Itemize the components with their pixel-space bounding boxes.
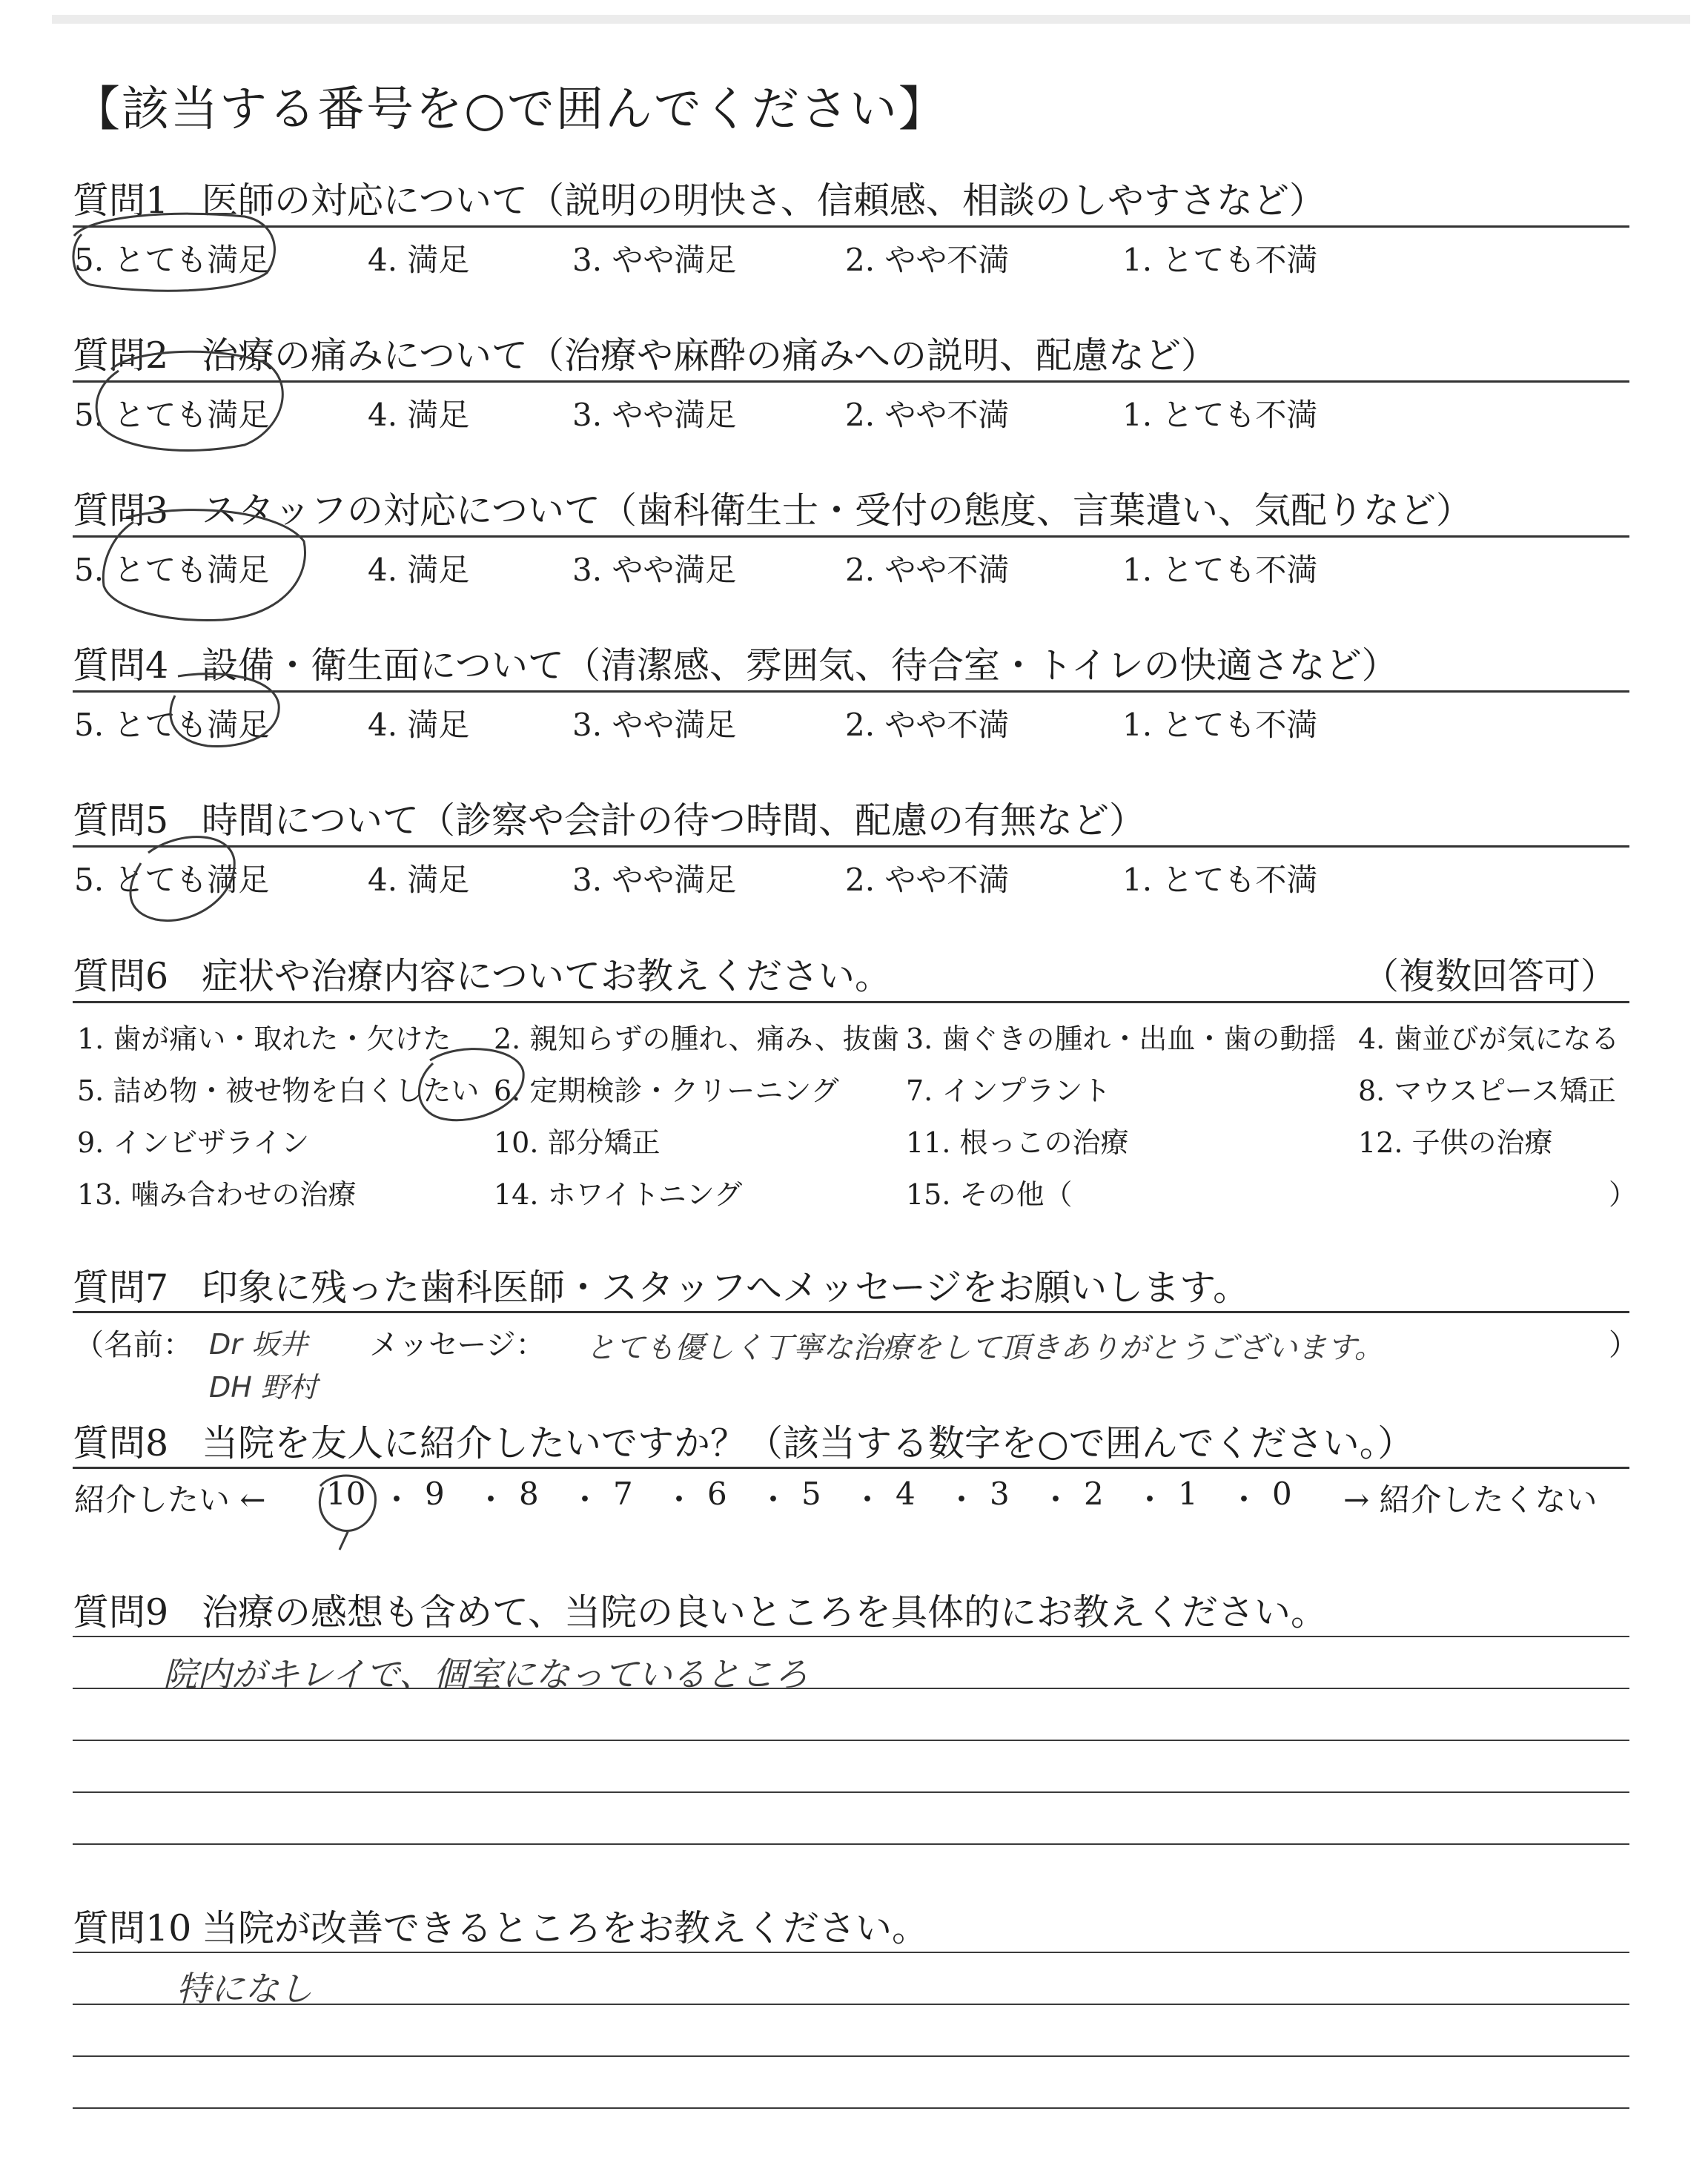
- q8-scale-2[interactable]: 2: [1084, 1476, 1104, 1512]
- q1-option-5[interactable]: 5. とても満足: [74, 242, 270, 278]
- q9-text: 治療の感想も含めて、当院の良いところを具体的にお教えください。: [202, 1591, 1328, 1634]
- q9-answer-handwritten[interactable]: 院内がキレイで、個室になっているところ: [163, 1654, 809, 1694]
- q1-option-1[interactable]: 1. とても不満: [1122, 242, 1318, 278]
- q5-heading: [73, 792, 1145, 844]
- q7-name-handwritten-1: Dr 坂井: [209, 1328, 308, 1361]
- q8-text: 当院を友人に紹介したいですか？（該当する数字を○で囲んでください。）: [202, 1422, 1414, 1464]
- q4-option-3[interactable]: 3. やや満足: [572, 707, 737, 743]
- q6-option-11[interactable]: 11. 根っこの治療: [906, 1126, 1129, 1159]
- q6-other-close-paren[interactable]: ）: [1609, 1178, 1638, 1211]
- q6-option-4[interactable]: 4. 歯並びが気になる: [1358, 1023, 1620, 1055]
- q6-option-14[interactable]: 14. ホワイトニング: [494, 1178, 743, 1211]
- q6-option-10[interactable]: 10. 部分矯正: [494, 1126, 661, 1159]
- q5-rule: [73, 845, 1629, 848]
- q5-text: 時間について（診察や会計の待つ時間、配慮の有無など）: [202, 799, 1146, 842]
- q2-text: 治療の痛みについて（治療や麻酔の痛みへの説明、配慮など）: [202, 334, 1218, 377]
- q8-scale-separator: ・: [758, 1482, 790, 1518]
- q7-message-handwritten: とても優しく丁寧な治療をして頂きありがとうございます。: [586, 1331, 1384, 1365]
- q3-option-5[interactable]: 5. とても満足: [74, 552, 270, 588]
- q6-number: 質問6: [73, 955, 169, 997]
- q4-option-2[interactable]: 2. やや不満: [845, 707, 1010, 743]
- q9-number: 質問9: [73, 1591, 169, 1634]
- q8-scale-8[interactable]: 8: [519, 1476, 539, 1512]
- q8-scale-1[interactable]: 1: [1178, 1476, 1198, 1512]
- q3-rule: [73, 535, 1629, 538]
- q9-line-1: [73, 1636, 1629, 1637]
- q4-option-4[interactable]: 4. 満足: [368, 707, 470, 743]
- q8-scale-7[interactable]: 7: [613, 1476, 633, 1512]
- q7-name-label: （名前：: [74, 1328, 193, 1362]
- q4-rule: [73, 690, 1629, 693]
- q8-scale-separator: ・: [946, 1482, 978, 1518]
- q2-number: 質問2: [73, 334, 169, 377]
- q6-option-3[interactable]: 3. 歯ぐきの腫れ・出血・歯の動揺: [906, 1023, 1337, 1055]
- q8-scale-separator: ・: [381, 1482, 413, 1518]
- q8-scale-0[interactable]: 0: [1272, 1476, 1292, 1512]
- q9-line-4: [73, 1791, 1629, 1793]
- q4-option-5[interactable]: 5. とても満足: [74, 707, 270, 743]
- q6-option-5[interactable]: 5. 詰め物・被せ物を白くしたい: [77, 1074, 480, 1107]
- q8-scale-separator: ・: [1228, 1482, 1260, 1518]
- q6-option-2[interactable]: 2. 親知らずの腫れ、痛み、抜歯: [494, 1023, 899, 1055]
- q2-option-5[interactable]: 5. とても満足: [74, 397, 270, 433]
- q5-number: 質問5: [73, 799, 169, 842]
- q9-heading: [73, 1584, 1327, 1636]
- q8-rule: [73, 1467, 1629, 1469]
- q4-heading: [73, 637, 1398, 689]
- q10-line-1: [73, 1952, 1629, 1953]
- q7-name-handwritten-2: DH 野村: [209, 1371, 317, 1404]
- q3-text: スタッフの対応について（歯科衛生士・受付の態度、言葉遣い、気配りなど）: [202, 489, 1473, 532]
- form-title: 【該当する番号を○で囲んでください】: [73, 82, 947, 137]
- q6-option-15[interactable]: 15. その他（: [906, 1178, 1073, 1211]
- q6-text: 症状や治療内容についてお教えください。: [202, 955, 892, 997]
- q3-option-3[interactable]: 3. やや満足: [572, 552, 737, 588]
- q8-scale-separator: ・: [1040, 1482, 1072, 1518]
- q2-option-2[interactable]: 2. やや不満: [845, 397, 1010, 433]
- q8-scale-6[interactable]: 6: [707, 1476, 727, 1512]
- q8-scale-9[interactable]: 9: [425, 1476, 445, 1512]
- q4-number: 質問4: [73, 644, 169, 687]
- q4-option-1[interactable]: 1. とても不満: [1122, 707, 1318, 743]
- q8-scale-5[interactable]: 5: [801, 1476, 821, 1512]
- q10-text: 当院が改善できるところをお教えください。: [202, 1907, 929, 1949]
- q5-option-5[interactable]: 5. とても満足: [74, 862, 270, 898]
- q9-line-5: [73, 1843, 1629, 1845]
- q3-option-4[interactable]: 4. 満足: [368, 552, 470, 588]
- q1-heading: [73, 172, 1325, 224]
- q2-rule: [73, 380, 1629, 383]
- q8-scale-separator: ・: [663, 1482, 695, 1518]
- q1-number: 質問1: [73, 179, 169, 222]
- q2-option-3[interactable]: 3. やや満足: [572, 397, 737, 433]
- q7-heading: [73, 1259, 1249, 1311]
- q7-rule: [73, 1311, 1629, 1313]
- q7-number: 質問7: [73, 1266, 169, 1309]
- q7-message-label: メッセージ：: [369, 1328, 546, 1362]
- q3-number: 質問3: [73, 489, 169, 532]
- q4-text: 設備・衛生面について（清潔感、雰囲気、待合室・トイレの快適さなど）: [202, 644, 1398, 687]
- q8-heading: [73, 1415, 1414, 1467]
- q2-heading: [73, 327, 1217, 379]
- q8-scale-separator: ・: [852, 1482, 884, 1518]
- q10-number: 質問10: [73, 1907, 192, 1949]
- q8-scale-separator: ・: [1134, 1482, 1166, 1518]
- q6-option-13[interactable]: 13. 噛み合わせの治療: [77, 1178, 357, 1211]
- q8-scale-separator: ・: [569, 1482, 601, 1518]
- q8-right-label: → 紹介したくない: [1343, 1482, 1598, 1518]
- q8-number: 質問8: [73, 1422, 169, 1464]
- q1-text: 医師の対応について（説明の明快さ、信頼感、相談のしやすさなど）: [202, 179, 1326, 222]
- q6-option-9[interactable]: 9. インビザライン: [77, 1126, 310, 1159]
- q8-left-label: 紹介したい ←: [74, 1482, 266, 1518]
- q2-option-1[interactable]: 1. とても不満: [1122, 397, 1318, 433]
- q6-option-12[interactable]: 12. 子供の治療: [1358, 1126, 1553, 1159]
- q8-scale-4[interactable]: 4: [896, 1476, 916, 1512]
- q3-option-2[interactable]: 2. やや不満: [845, 552, 1010, 588]
- q6-option-8[interactable]: 8. マウスピース矯正: [1358, 1074, 1616, 1107]
- q5-option-4[interactable]: 4. 満足: [368, 862, 470, 898]
- q1-option-3[interactable]: 3. やや満足: [572, 242, 737, 278]
- q10-heading: [73, 1900, 928, 1952]
- q3-heading: [73, 482, 1472, 534]
- q9-line-3: [73, 1740, 1629, 1741]
- q6-heading: [73, 948, 891, 1000]
- q1-option-4[interactable]: 4. 満足: [368, 242, 470, 278]
- q5-option-1[interactable]: 1. とても不満: [1122, 862, 1318, 898]
- scan-edge: [52, 15, 1690, 24]
- q6-rule: [73, 1001, 1629, 1003]
- q3-option-1[interactable]: 1. とても不満: [1122, 552, 1318, 588]
- q8-scale-separator: ・: [475, 1482, 507, 1518]
- q7-close-paren[interactable]: ）: [1609, 1328, 1638, 1362]
- q6-note: （複数回答可）: [1363, 955, 1618, 997]
- q1-rule: [73, 225, 1629, 228]
- q5-option-2[interactable]: 2. やや不満: [845, 862, 1010, 898]
- q2-option-4[interactable]: 4. 満足: [368, 397, 470, 433]
- q1-option-2[interactable]: 2. やや不満: [845, 242, 1010, 278]
- q10-line-4: [73, 2107, 1629, 2109]
- q10-answer-handwritten[interactable]: 特になし: [176, 1969, 313, 2009]
- q10-line-3: [73, 2055, 1629, 2057]
- q6-option-6[interactable]: 6. 定期検診・クリーニング: [494, 1074, 839, 1107]
- q7-text: 印象に残った歯科医師・スタッフへメッセージをお願いします。: [202, 1266, 1250, 1309]
- q6-option-7[interactable]: 7. インプラント: [906, 1074, 1111, 1107]
- q8-scale-3[interactable]: 3: [990, 1476, 1010, 1512]
- q5-option-3[interactable]: 3. やや満足: [572, 862, 737, 898]
- q8-scale-10[interactable]: 10: [326, 1476, 366, 1512]
- q6-option-1[interactable]: 1. 歯が痛い・取れた・欠けた: [77, 1023, 451, 1055]
